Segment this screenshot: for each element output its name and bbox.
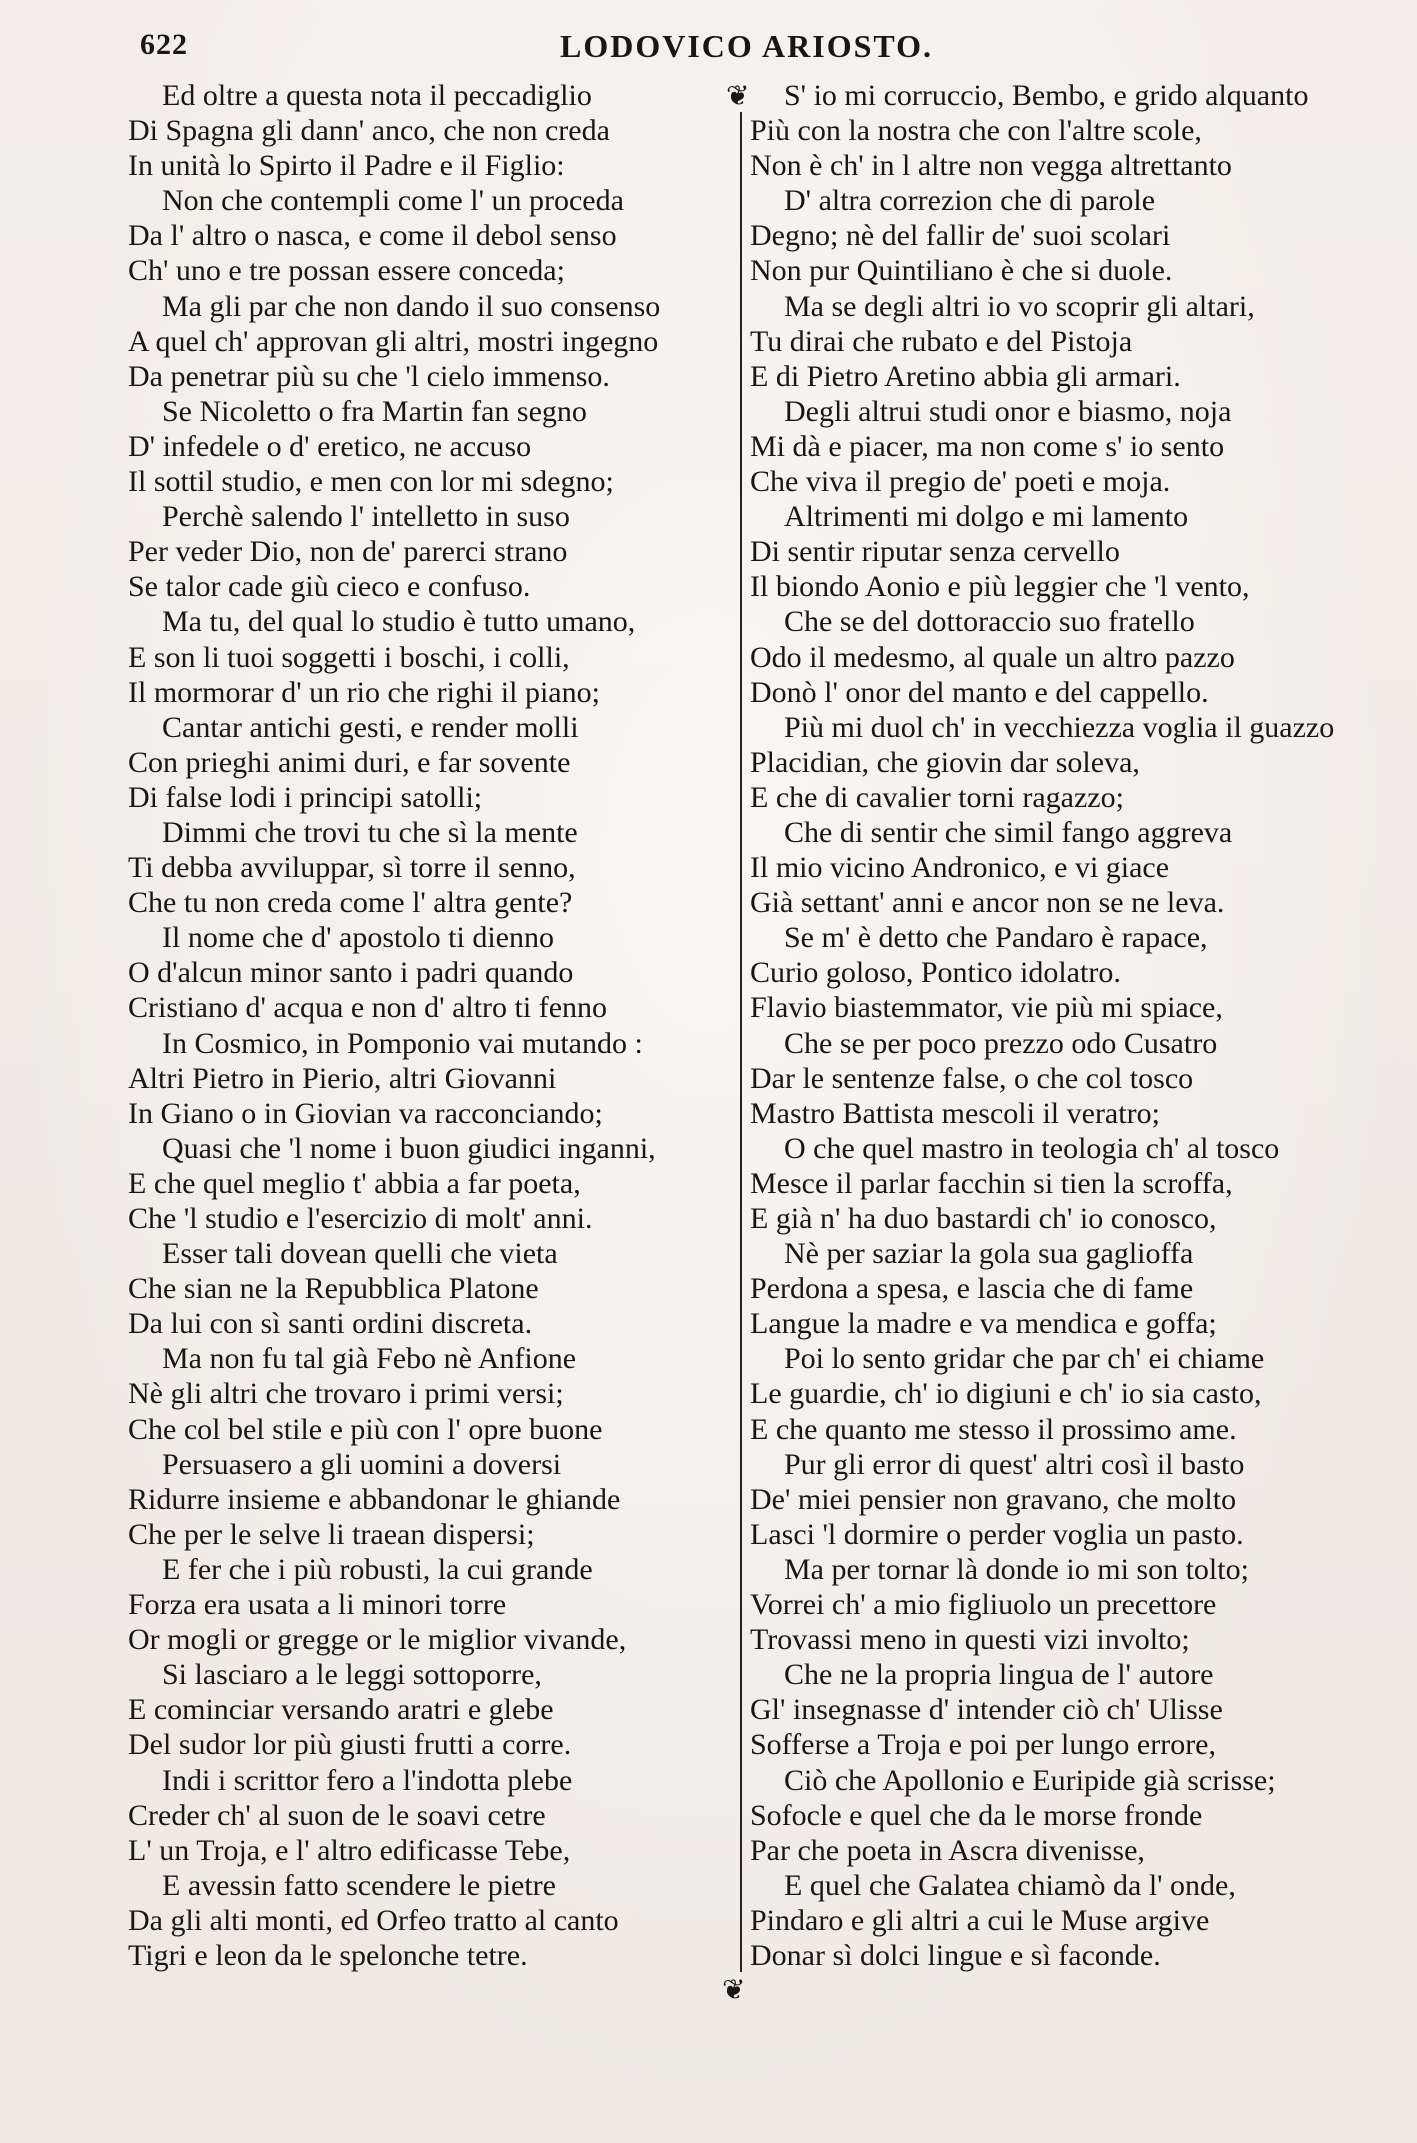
verse-line: Langue la madre e va mendica e goffa; bbox=[750, 1307, 1217, 1341]
verse-line: Da lui con sì santi ordini discreta. bbox=[128, 1307, 533, 1341]
verse-line: Ma gli par che non dando il suo consenso bbox=[162, 289, 661, 323]
column-divider bbox=[740, 112, 742, 1972]
verse-line: Ed oltre a questa nota il peccadiglio bbox=[162, 79, 592, 112]
verse-line: Degli altrui studi onor e biasmo, noja bbox=[784, 394, 1232, 428]
verse-line: In Giano o in Giovian va racconciando; bbox=[128, 1096, 603, 1130]
verse-line: Già settant' anni e ancor non se ne leva. bbox=[750, 886, 1225, 920]
left-column bbox=[128, 78, 728, 1973]
verse-line: Che per le selve li traean dispersi; bbox=[128, 1517, 535, 1551]
verse-line: Che tu non creda come l' altra gente? bbox=[128, 886, 573, 920]
verse-line: Flavio biastemmator, vie più mi spiace, bbox=[750, 991, 1223, 1025]
verse-line: Che col bel stile e più con l' opre buone bbox=[128, 1412, 603, 1446]
verse-line: Or mogli or gregge or le miglior vivande, bbox=[128, 1623, 627, 1657]
verse-line: Sofocle e quel che da le morse fronde bbox=[750, 1798, 1203, 1832]
verse-line: E avessin fatto scendere le pietre bbox=[162, 1868, 556, 1902]
verse-line: E quel che Galatea chiamò da l' onde, bbox=[784, 1868, 1236, 1902]
verse-line: Ma tu, del qual lo studio è tutto umano, bbox=[162, 605, 636, 639]
verse-line: Poi lo sento gridar che par ch' ei chiame bbox=[784, 1342, 1265, 1376]
verse-line: A quel ch' approvan gli altri, mostri ingegno bbox=[128, 324, 659, 358]
verse-line: Cantar antichi gesti, e render molli bbox=[162, 710, 579, 744]
verse-line: Nè gli altri che trovaro i primi versi; bbox=[128, 1377, 564, 1411]
verse-line: Forza era usata a li minori torre bbox=[128, 1588, 507, 1622]
verse-line: Il mormorar d' un rio che righi il piano; bbox=[128, 675, 600, 709]
verse-line: Ch' uno e tre possan essere conceda; bbox=[128, 254, 565, 288]
verse-line: Tu dirai che rubato e del Pistoja bbox=[750, 324, 1133, 358]
verse-line: In unità lo Spirto il Padre e il Figlio: bbox=[128, 149, 565, 183]
verse-line: Placidian, che giovin dar soleva, bbox=[750, 745, 1140, 779]
verse-line: Altri Pietro in Pierio, altri Giovanni bbox=[128, 1061, 557, 1095]
verse-line: Ma non fu tal già Febo nè Anfione bbox=[162, 1342, 577, 1376]
verse-line: In Cosmico, in Pomponio vai mutando : bbox=[162, 1026, 643, 1060]
verse-line: De' miei pensier non gravano, che molto bbox=[750, 1482, 1237, 1516]
verse-line: Di Spagna gli dann' anco, che non creda bbox=[128, 114, 610, 148]
verse-line: Pindaro e gli altri a cui le Muse argive bbox=[750, 1903, 1210, 1937]
verse-line: Da gli alti monti, ed Orfeo tratto al canto bbox=[128, 1903, 619, 1937]
page-number: 622 bbox=[140, 28, 188, 61]
fleuron-top-icon: ❦ bbox=[726, 79, 750, 112]
verse-line: Degno; nè del fallir de' suoi scolari bbox=[750, 219, 1171, 253]
verse-line: Ciò che Apollonio e Euripide già scrisse; bbox=[784, 1763, 1276, 1797]
verse-line: Le guardie, ch' io digiuni e ch' io sia casto, bbox=[750, 1377, 1262, 1411]
verse-line: Esser tali dovean quelli che vieta bbox=[162, 1237, 558, 1271]
verse-line: Che sian ne la Repubblica Platone bbox=[128, 1272, 539, 1306]
verse-line: Indi i scrittor fero a l'indotta plebe bbox=[162, 1763, 573, 1797]
verse-line: Con prieghi animi duri, e far sovente bbox=[128, 745, 571, 779]
verse-line: Il mio vicino Andronico, e vi giace bbox=[750, 851, 1170, 885]
verse-line: Lasci 'l dormire o perder voglia un pasto. bbox=[750, 1517, 1244, 1551]
verse-line: Ma per tornar là donde io mi son tolto; bbox=[784, 1552, 1249, 1586]
verse-line: S' io mi corruccio, Bembo, e grido alquanto bbox=[784, 79, 1309, 112]
verse-line: Di sentir riputar senza cervello bbox=[750, 535, 1120, 569]
verse-line: Che se per poco prezzo odo Cusatro bbox=[784, 1026, 1218, 1060]
verse-line: D' infedele o d' eretico, ne accuso bbox=[128, 429, 532, 463]
verse-line: Quasi che 'l nome i buon giudici inganni, bbox=[162, 1131, 656, 1165]
verse-line: Perchè salendo l' intelletto in suso bbox=[162, 500, 570, 534]
verse-line: Del sudor lor più giusti frutti a corre. bbox=[128, 1728, 572, 1762]
verse-line: Che viva il pregio de' poeti e moja. bbox=[750, 465, 1171, 499]
verse-line: Se Nicoletto o fra Martin fan segno bbox=[162, 394, 587, 428]
verse-line: E son li tuoi soggetti i boschi, i colli, bbox=[128, 640, 570, 674]
verse-line: Ti debba avviluppar, sì torre il senno, bbox=[128, 851, 576, 885]
verse-line: Mastro Battista mescoli il veratro; bbox=[750, 1096, 1160, 1130]
verse-line: L' un Troja, e l' altro edificasse Tebe, bbox=[128, 1833, 571, 1867]
verse-line: O che quel mastro in teologia ch' al tosco bbox=[784, 1131, 1280, 1165]
verse-line: O d'alcun minor santo i padri quando bbox=[128, 956, 574, 990]
verse-line: Altrimenti mi dolgo e mi lamento bbox=[784, 500, 1189, 534]
verse-line: Dar le sentenze false, o che col tosco bbox=[750, 1061, 1194, 1095]
verse-line: Gl' insegnasse d' intender ciò ch' Ulisse bbox=[750, 1693, 1223, 1727]
right-column bbox=[750, 78, 1370, 1973]
verse-line: Nè per saziar la gola sua gaglioffa bbox=[784, 1237, 1194, 1271]
verse-line: Ma se degli altri io vo scoprir gli altari, bbox=[784, 289, 1255, 323]
verse-line: Non che contempli come l' un proceda bbox=[162, 184, 624, 218]
verse-line: Se talor cade giù cieco e confuso. bbox=[128, 570, 531, 604]
running-title: LODOVICO ARIOSTO. bbox=[560, 28, 934, 64]
verse-line: Il biondo Aonio e più leggier che 'l vento, bbox=[750, 570, 1250, 604]
fleuron-bottom-icon: ❦ bbox=[722, 1973, 746, 2006]
verse-line: Per veder Dio, non de' parerci strano bbox=[128, 535, 568, 569]
verse-line: Odo il medesmo, al quale un altro pazzo bbox=[750, 640, 1235, 674]
verse-line: Di false lodi i principi satolli; bbox=[128, 780, 483, 814]
verse-line: Il nome che d' apostolo ti dienno bbox=[162, 921, 554, 955]
verse-line: Che ne la propria lingua de l' autore bbox=[784, 1658, 1214, 1692]
verse-line: Non pur Quintiliano è che si duole. bbox=[750, 254, 1173, 288]
verse-line: Che 'l studio e l'esercizio di molt' anni. bbox=[128, 1202, 593, 1235]
verse-line: E già n' ha duo bastardi ch' io conosco, bbox=[750, 1202, 1217, 1235]
verse-line: Creder ch' al suon de le soavi cetre bbox=[128, 1798, 546, 1832]
verse-line: Se m' è detto che Pandaro è rapace, bbox=[784, 921, 1208, 955]
verse-line: Curio goloso, Pontico idolatro. bbox=[750, 956, 1121, 990]
verse-line: E fer che i più robusti, la cui grande bbox=[162, 1552, 593, 1586]
verse-line: E cominciar versando aratri e glebe bbox=[128, 1693, 554, 1727]
verse-line: Non è ch' in l altre non vegga altrettanto bbox=[750, 149, 1232, 183]
verse-line: E che di cavalier torni ragazzo; bbox=[750, 780, 1124, 814]
verse-line: Pur gli error di quest' altri così il basto bbox=[784, 1447, 1245, 1481]
verse-line: Da penetrar più su che 'l cielo immenso. bbox=[128, 359, 610, 393]
verse-line: Sofferse a Troja e poi per lungo errore, bbox=[750, 1728, 1216, 1762]
verse-line: Da l' altro o nasca, e come il debol senso bbox=[128, 219, 617, 253]
verse-line: Più con la nostra che con l'altre scole, bbox=[750, 114, 1202, 148]
verse-line: Cristiano d' acqua e non d' altro ti fenno bbox=[128, 991, 608, 1025]
verse-line: Tigri e leon da le spelonche tetre. bbox=[128, 1938, 528, 1972]
verse-line: Mesce il parlar facchin si tien la scroffa, bbox=[750, 1166, 1233, 1200]
verse-line: D' altra correzion che di parole bbox=[784, 184, 1156, 218]
verse-line: Perdona a spesa, e lascia che di fame bbox=[750, 1272, 1194, 1306]
verse-line: Dimmi che trovi tu che sì la mente bbox=[162, 815, 578, 849]
verse-line: Donò l' onor del manto e del cappello. bbox=[750, 675, 1209, 709]
verse-line: E che quel meglio t' abbia a far poeta, bbox=[128, 1166, 581, 1200]
verse-line: Ridurre insieme e abbandonar le ghiande bbox=[128, 1482, 621, 1516]
verse-line: E che quanto me stesso il prossimo ame. bbox=[750, 1412, 1237, 1446]
verse-line: Par che poeta in Ascra divenisse, bbox=[750, 1833, 1145, 1867]
verse-line: Si lasciaro a le leggi sottoporre, bbox=[162, 1658, 542, 1692]
verse-line: Il sottil studio, e men con lor mi sdegno; bbox=[128, 465, 614, 499]
verse-line: Persuasero a gli uomini a doversi bbox=[162, 1447, 562, 1481]
verse-line: Mi dà e piacer, ma non come s' io sento bbox=[750, 429, 1225, 463]
verse-line: Che di sentir che simil fango aggreva bbox=[784, 815, 1233, 849]
verse-line: Più mi duol ch' in vecchiezza voglia il guazzo bbox=[784, 710, 1335, 744]
verse-line: Trovassi meno in questi vizi involto; bbox=[750, 1623, 1190, 1657]
verse-line: Donar sì dolci lingue e sì faconde. bbox=[750, 1938, 1161, 1972]
verse-line: Che se del dottoraccio suo fratello bbox=[784, 605, 1195, 639]
verse-line: E di Pietro Aretino abbia gli armari. bbox=[750, 359, 1181, 393]
verse-line: Vorrei ch' a mio figliuolo un precettore bbox=[750, 1588, 1217, 1622]
page-header bbox=[140, 28, 1360, 72]
